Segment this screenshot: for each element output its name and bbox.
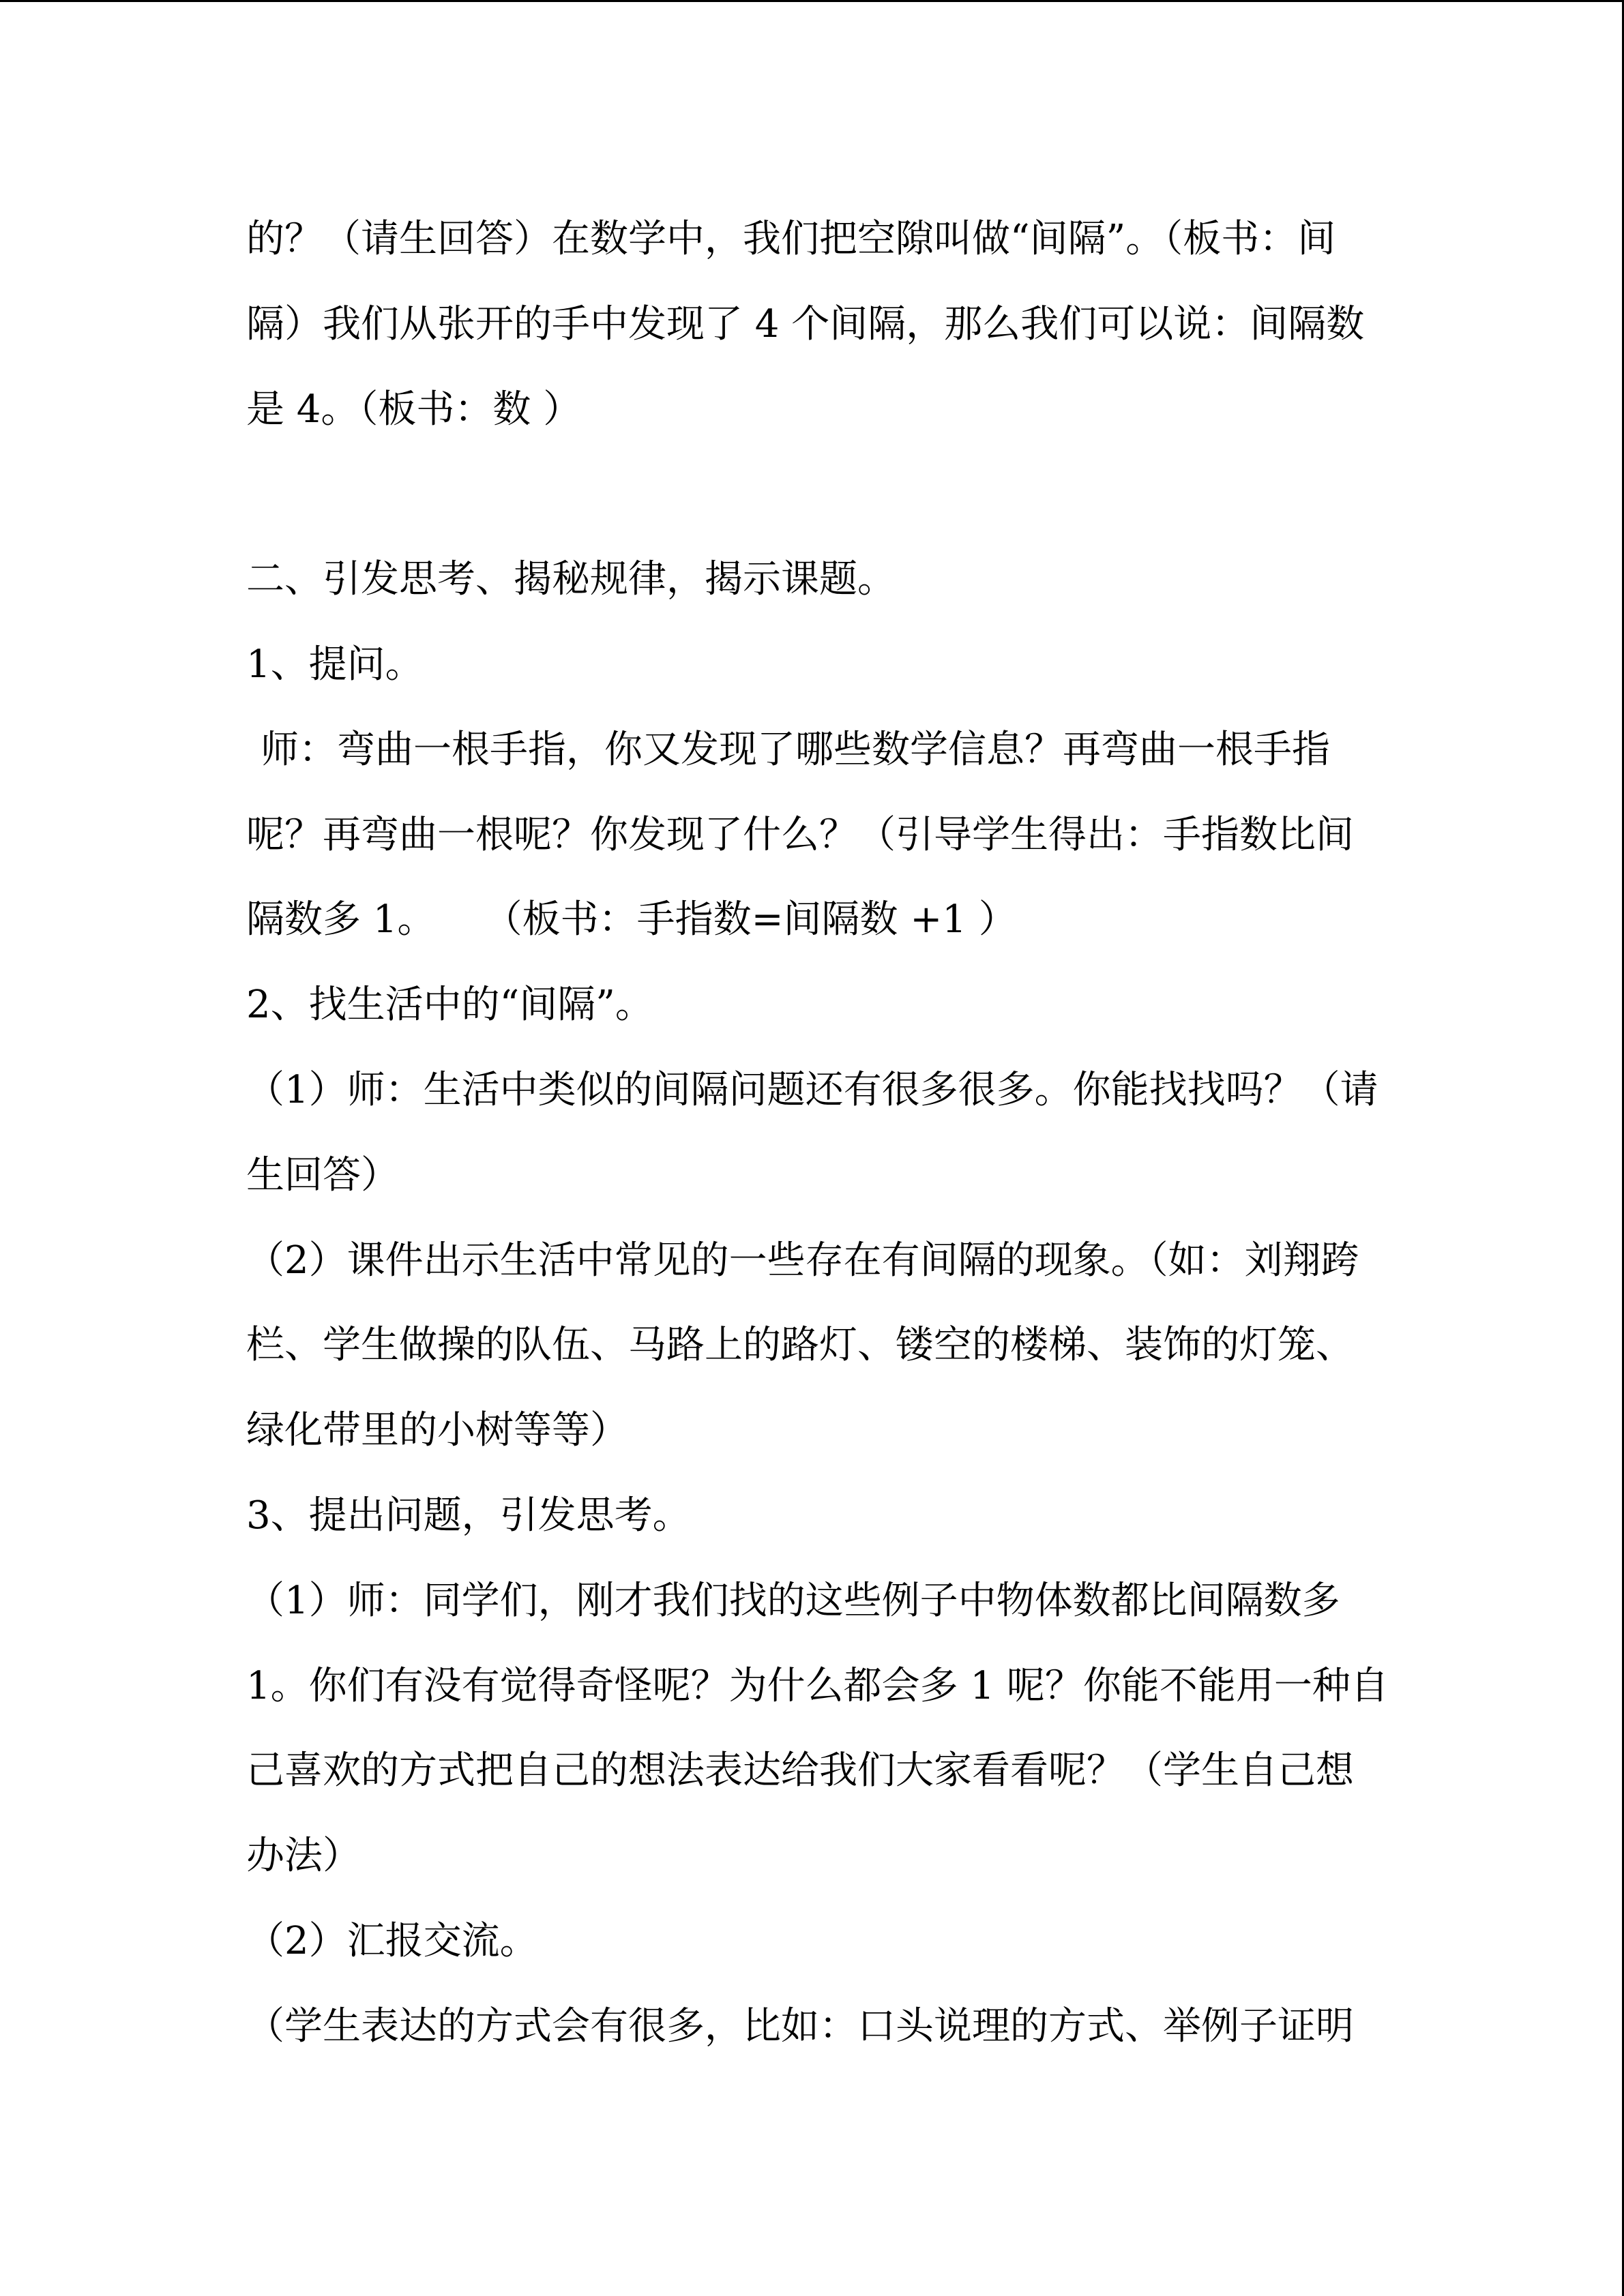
paragraph-line: （1）师：同学们，刚才我们找的这些例子中物体数都比间隔数多 — [246, 1578, 1340, 1623]
paragraph-line: 栏、学生做操的队伍、马路上的路灯、镂空的楼梯、装饰的灯笼、 — [246, 1323, 1354, 1368]
section-two — [246, 537, 1447, 2069]
paragraph-line: （学生表达的方式会有很多，比如：口头说理的方式、举例子证明 — [246, 2003, 1354, 2048]
paragraph-line: 生回答） — [246, 1152, 399, 1197]
paragraph-line: （2）汇报交流。 — [246, 1918, 538, 1963]
paragraph-line: 是 4。（板书：数 ） — [246, 387, 582, 432]
section-heading: 二、引发思考、揭秘规律，揭示课题。 — [246, 557, 896, 602]
subsection-heading: 2、找生活中的“间隔”。 — [246, 983, 653, 1028]
paragraph-line: 己喜欢的方式把自己的想法表达给我们大家看看呢？（学生自己想 — [246, 1748, 1354, 1793]
paragraph-line: （2）课件出示生活中常见的一些存在有间隔的现象。（如：刘翔跨 — [246, 1238, 1359, 1283]
paragraph-line: 办法） — [246, 1834, 361, 1879]
paragraph-line: 呢？再弯曲一根呢？你发现了什么？（引导学生得出：手指数比间 — [246, 812, 1354, 857]
paragraph-line: 1。你们有没有觉得奇怪呢？为什么都会多 1 呢？你能不能用一种自 — [246, 1663, 1389, 1708]
subsection-heading: 1、提问。 — [246, 642, 424, 687]
document-body — [246, 197, 1447, 2070]
subsection-heading: 3、提出问题，引发思考。 — [246, 1493, 691, 1538]
paragraph-line: 绿化带里的小树等等） — [246, 1408, 628, 1453]
paragraph-line: 师：弯曲一根手指，你又发现了哪些数学信息？再弯曲一根手指 — [261, 727, 1330, 772]
paragraph-line: （1）师：生活中类似的间隔问题还有很多很多。你能找找吗？（请 — [246, 1067, 1378, 1112]
paragraph-line: 隔数多 1。 （板书：手指数=间隔数 +1 ） — [246, 897, 1017, 942]
paragraph-line: 隔）我们从张开的手中发现了 4 个间隔，那么我们可以说：间隔数 — [246, 301, 1365, 346]
paragraph-line: 的？（请生回答）在数学中，我们把空隙叫做“间隔”。（板书：间 — [246, 217, 1336, 261]
intro-paragraph — [246, 197, 1447, 452]
